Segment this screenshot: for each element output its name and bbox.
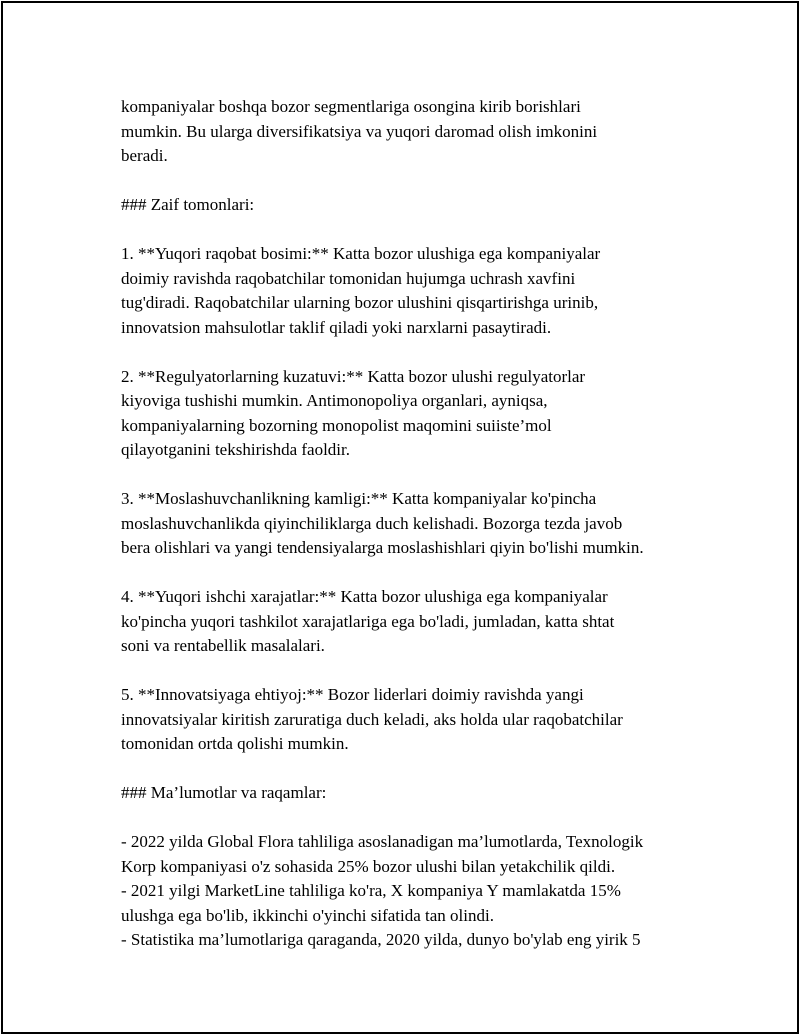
paragraph-gap (121, 169, 701, 194)
text-line: kompaniyalarning bozorning monopolist maqomini suiiste’mol (121, 415, 552, 435)
text-line: moslashuvchanlikda qiyinchiliklarga duch kelishadi. Bozorga tezda javob (121, 513, 623, 533)
weakness-item-3 (121, 487, 701, 561)
text-line: qilayotganini tekshirishda faoldir. (121, 440, 350, 459)
paragraph-gap (121, 340, 701, 365)
page-content (121, 95, 701, 953)
paragraph-gap (121, 561, 701, 586)
text-line: 1. **Yuqori raqobat bosimi:** Katta bozor ulushiga ega kompaniyalar (121, 244, 601, 263)
weakness-item-1 (121, 242, 701, 340)
paragraph-gap (121, 806, 701, 831)
text-line: soni va rentabellik masalalari. (121, 636, 325, 655)
text-line: bera olishlari va yangi tendensiyalarga moslashishlari qiyin bo'lishi mumkin. (121, 538, 644, 557)
paragraph-gap (121, 757, 701, 782)
text-line: 5. **Innovatsiyaga ehtiyoj:** Bozor liderlari doimiy ravishda yangi (121, 685, 584, 704)
intro-paragraph (121, 95, 701, 169)
paragraph-gap (121, 463, 701, 488)
text-line: 3. **Moslashuvchanlikning kamligi:** Katta kompaniyalar ko'pincha (121, 489, 597, 508)
list-item-line: - 2022 yilda Global Flora tahliliga asoslanadigan ma’lumotlarda, Texnologik (121, 832, 644, 851)
text-line: kompaniyalar boshqa bozor segmentlariga osongina kirib borishlari (121, 97, 581, 116)
text-line: tug'diradi. Raqobatchilar ularning bozor ulushini qisqartirishga urinib, (121, 293, 599, 312)
text-line: mumkin. Bu ularga diversifikatsiya va yuqori daromad olish imkonini (121, 121, 598, 141)
text-line: doimiy ravishda raqobatchilar tomonidan hujumga uchrash xavfini (121, 268, 576, 288)
paragraph-gap (121, 218, 701, 243)
heading-line: ### Ma’lumotlar va raqamlar: (121, 783, 327, 802)
text-line: beradi. (121, 146, 168, 165)
text-line: innovatsion mahsulotlar taklif qiladi yoki narxlarni pasaytiradi. (121, 317, 552, 337)
list-item-line: Korp kompaniyasi o'z sohasida 25% bozor ulushi bilan yetakchilik qildi. (121, 856, 616, 876)
weakness-item-2 (121, 365, 701, 463)
text-line: 2. **Regulyatorlarning kuzatuvi:** Katta bozor ulushi regulyatorlar (121, 366, 586, 386)
weakness-item-4 (121, 585, 701, 659)
page-frame (1, 1, 799, 1034)
list-item-line: ulushga ega bo'lib, ikkinchi o'yinchi sifatida tan olindi. (121, 905, 494, 925)
paragraph-gap (121, 659, 701, 684)
section-heading-malumotlar (121, 781, 701, 806)
list-item-line: - Statistika ma’lumotlariga qaraganda, 2020 yilda, dunyo bo'ylab eng yirik 5 (121, 930, 641, 949)
text-line: kiyoviga tushishi mumkin. Antimonopoliya organlari, ayniqsa, (121, 391, 548, 410)
text-line: tomonidan ortda qolishi mumkin. (121, 734, 349, 753)
data-list (121, 830, 701, 953)
list-item-line: - 2021 yilgi MarketLine tahliliga ko'ra, X kompaniya Y mamlakatda 15% (121, 881, 621, 900)
weakness-item-5 (121, 683, 701, 757)
heading-line: ### Zaif tomonlari: (121, 195, 255, 214)
text-line: 4. **Yuqori ishchi xarajatlar:** Katta bozor ulushiga ega kompaniyalar (121, 587, 608, 606)
text-line: ko'pincha yuqori tashkilot xarajatlariga ega bo'ladi, jumladan, katta shtat (121, 611, 615, 631)
section-heading-zaif-tomonlari (121, 193, 701, 218)
text-line: innovatsiyalar kiritish zaruratiga duch keladi, aks holda ular raqobatchilar (121, 709, 623, 729)
